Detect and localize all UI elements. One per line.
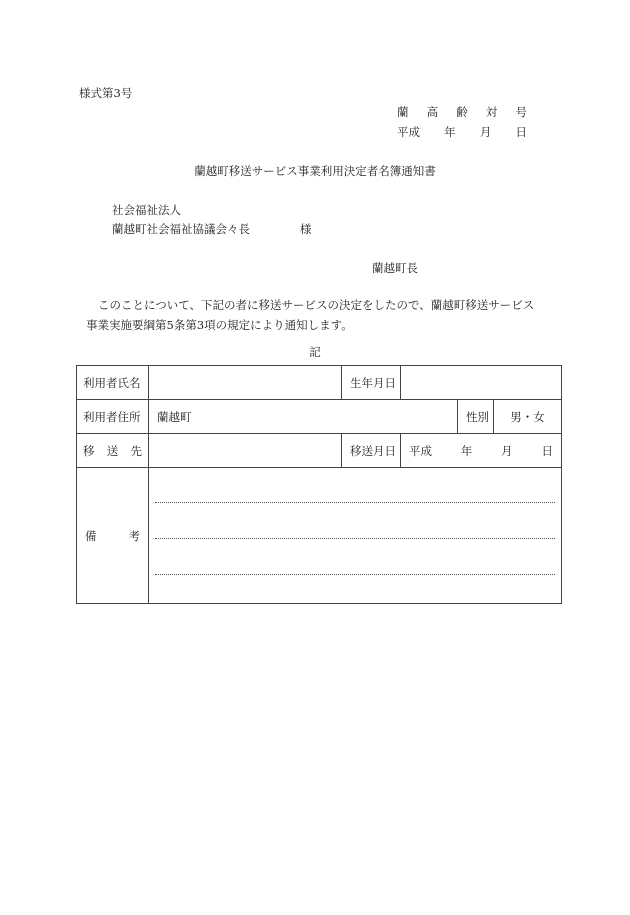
remarks-label-char: 考 (128, 528, 140, 543)
destination-label (77, 434, 149, 468)
date-month: 月 (479, 125, 492, 139)
date-year: 年 (444, 125, 456, 139)
transfer-date-day: 日 (541, 443, 553, 458)
address-label: 利用者住所 (77, 400, 149, 434)
recipient-org-type: 社会福祉法人 (112, 203, 181, 217)
table-row (77, 468, 562, 604)
table-row (77, 400, 562, 434)
transfer-date-month: 月 (501, 443, 513, 458)
ki-marker: 記 (309, 345, 321, 359)
remarks-field[interactable] (149, 468, 562, 604)
table-row (77, 434, 562, 468)
date-era: 平成 (397, 125, 420, 139)
ref-char: 高 (426, 105, 439, 119)
reference-number (397, 104, 527, 120)
remarks-label-char: 備 (85, 528, 97, 543)
transfer-date-era: 平成 (409, 443, 432, 458)
birthdate-field[interactable] (401, 366, 562, 400)
destination-label-char: 移 (83, 443, 95, 458)
transfer-date-label: 移送月日 (342, 434, 401, 468)
destination-label-char: 先 (130, 443, 142, 458)
issuer: 蘭越町長 (372, 261, 418, 275)
form-number: 様式第3号 (79, 86, 133, 100)
gender-field[interactable]: 男・女 (494, 400, 562, 434)
ref-char: 対 (485, 105, 498, 119)
recipient-honorific: 様 (300, 222, 312, 236)
transfer-date-year: 年 (460, 443, 473, 458)
user-name-field[interactable] (149, 366, 342, 400)
recipient-name: 蘭越町社会福祉協議会々長 (112, 222, 250, 236)
user-name-label: 利用者氏名 (77, 366, 149, 400)
body-text-line1: このことについて、下記の者に移送サービスの決定をしたので、蘭越町移送サービス (98, 298, 535, 312)
birthdate-label: 生年月日 (342, 366, 401, 400)
remarks-label (77, 468, 149, 604)
destination-label-char: 送 (106, 443, 119, 458)
table-row (77, 366, 562, 400)
destination-field[interactable] (149, 434, 342, 468)
ref-char: 号 (515, 105, 527, 119)
ref-char: 蘭 (397, 105, 409, 119)
notification-table (76, 365, 562, 604)
transfer-date-field[interactable] (401, 434, 562, 468)
date-day: 日 (515, 125, 527, 139)
issue-date (397, 124, 527, 140)
body-text-line2: 事業実施要綱第5条第3項の規定により通知します。 (86, 318, 353, 332)
gender-label: 性別 (458, 400, 494, 434)
ref-char: 齢 (456, 105, 468, 119)
address-field[interactable]: 蘭越町 (149, 400, 458, 434)
remarks-line (155, 574, 555, 575)
document-title: 蘭越町移送サービス事業利用決定者名簿通知書 (194, 164, 436, 178)
